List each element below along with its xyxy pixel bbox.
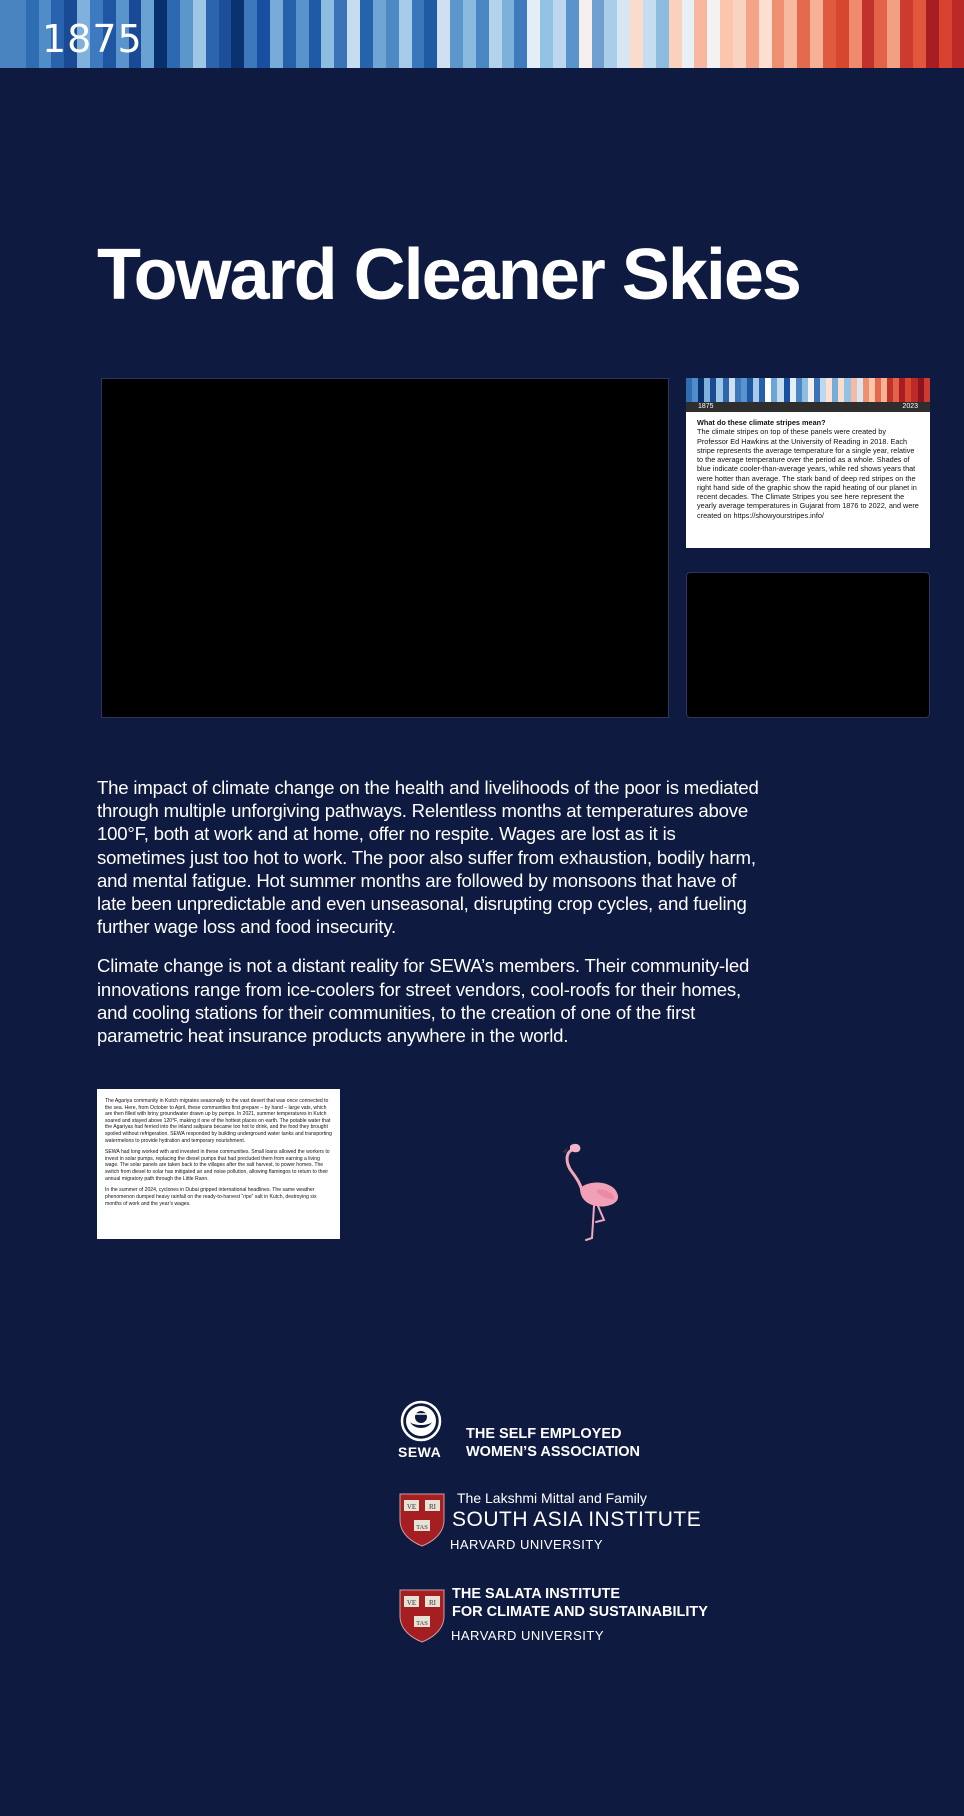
climate-stripe xyxy=(527,0,540,68)
climate-stripe xyxy=(862,0,875,68)
climate-stripe xyxy=(733,0,746,68)
climate-stripe xyxy=(244,0,257,68)
info-card-text xyxy=(686,412,930,526)
salata-name-line-2: FOR CLIMATE AND SUSTAINABILITY xyxy=(452,1604,708,1620)
year-label: 1875 xyxy=(42,17,143,61)
sewa-name-line-2: WOMEN’S ASSOCIATION xyxy=(466,1444,640,1460)
climate-stripe xyxy=(141,0,154,68)
secondary-video-player[interactable] xyxy=(686,572,930,718)
climate-stripe xyxy=(874,0,887,68)
body-text xyxy=(97,776,767,1063)
climate-stripe xyxy=(167,0,180,68)
note-paragraph-2: SEWA had long worked with and invested in these communities. Small loans allowed the workers to invest in solar pumps, replacing the diesel pumps that had precluded them from earning a living wage. The solar panels are taken back to the villages after the salt harvest, to power homes. The switch from diesel to solar has mitigated air and noise pollution, allowing flamingos to return to their annual migratory path through the Little Rann. xyxy=(105,1149,330,1182)
climate-stripe xyxy=(900,0,913,68)
climate-stripes-info-card xyxy=(686,378,930,548)
climate-stripe xyxy=(694,0,707,68)
harvard-shield-icon xyxy=(398,1588,446,1644)
sai-university: HARVARD UNIVERSITY xyxy=(450,1537,603,1552)
climate-stripe xyxy=(707,0,720,68)
climate-stripe xyxy=(784,0,797,68)
climate-stripe xyxy=(360,0,373,68)
salata-name xyxy=(452,1585,708,1621)
climate-stripe xyxy=(386,0,399,68)
climate-stripe xyxy=(540,0,553,68)
climate-stripe xyxy=(926,0,939,68)
info-card-body: The climate stripes on top of these panels were created by Professor Ed Hawkins at the University of Reading in 2018. Each stripe represents the average temperature for a single year, relative to the average temperature over the period as a whole. Shades of blue indicate cooler-than-average years, while red shows years that were hotter than average. The stark band of deep red stripes on the right hand side of the graphic show the rapid heating of our planet in recent decades. The Climate Stripes you see here represent the yearly average temperatures in Gujarat from 1876 to 2022, and were created on https://showyourstripes.info/ xyxy=(697,427,919,520)
svg-text:TAS: TAS xyxy=(416,1524,428,1531)
climate-stripe xyxy=(283,0,296,68)
climate-stripe xyxy=(952,0,964,68)
climate-stripe xyxy=(810,0,823,68)
climate-stripe xyxy=(913,0,926,68)
climate-stripe xyxy=(231,0,244,68)
climate-stripe xyxy=(887,0,900,68)
stripes-year-end: 2023 xyxy=(902,403,918,410)
svg-text:TAS: TAS xyxy=(416,1620,428,1627)
climate-stripe xyxy=(154,0,167,68)
climate-stripe xyxy=(412,0,425,68)
climate-stripe xyxy=(849,0,862,68)
body-paragraph-1: The impact of climate change on the health and livelihoods of the poor is mediated through multiple unforgiving pathways. Relentless months at temperatures above 100°F, both at work and at home, offer no respite. Wages are lost as it is sometimes just too hot to work. The poor also suffer from exhaustion, bodily harm, and mental fatigue. Hot summer months are followed by monsoons that have of late been unpredictable and even unseasonal, disrupting crop cycles, and fueling further wage loss and food insecurity. xyxy=(97,777,759,938)
note-paragraph-3: In the summer of 2024, cyclones in Dubai gripped international headlines. The same weather phenomenon dumped heavy rainfall on the ready-to-harvest “ripe” salt in Kutch, destroying six months of work and the year’s wages. xyxy=(105,1187,317,1207)
salata-university: HARVARD UNIVERSITY xyxy=(451,1628,604,1643)
climate-stripe xyxy=(566,0,579,68)
climate-stripe xyxy=(836,0,849,68)
climate-stripe xyxy=(309,0,322,68)
climate-stripe xyxy=(772,0,785,68)
harvard-shield-icon xyxy=(398,1492,446,1548)
climate-stripe xyxy=(759,0,772,68)
climate-stripe xyxy=(296,0,309,68)
mini-climate-stripes xyxy=(686,378,930,402)
body-paragraph-2: Climate change is not a distant reality for SEWA’s members. Their community-led innovations range from ice-coolers for street vendors, cool-roofs for their homes, and cooling stations for their communities, to the creation of one of the first parametric heat insurance products anywhere in the world. xyxy=(97,955,750,1047)
climate-stripe xyxy=(643,0,656,68)
svg-text:VE: VE xyxy=(406,1503,417,1511)
svg-text:RI: RI xyxy=(429,1599,436,1607)
climate-stripe xyxy=(180,0,193,68)
climate-stripe xyxy=(321,0,334,68)
climate-stripe xyxy=(476,0,489,68)
sai-name: SOUTH ASIA INSTITUTE xyxy=(452,1508,702,1531)
climate-stripe xyxy=(553,0,566,68)
climate-stripe xyxy=(720,0,733,68)
climate-stripe xyxy=(939,0,952,68)
climate-stripe xyxy=(219,0,232,68)
flamingo-icon xyxy=(556,1138,630,1242)
climate-stripe xyxy=(797,0,810,68)
climate-stripe xyxy=(373,0,386,68)
climate-stripe xyxy=(13,0,26,68)
info-card-question: What do these climate stripes mean? xyxy=(697,418,826,427)
climate-stripe xyxy=(592,0,605,68)
climate-stripe xyxy=(669,0,682,68)
stripes-year-range xyxy=(686,402,930,412)
sai-name-prefix: The Lakshmi Mittal and Family xyxy=(457,1490,647,1506)
climate-stripe xyxy=(334,0,347,68)
note-paragraph-1: The Agariya community in Kutch migrates seasonally to the vast desert that was once connected to the sea. Here, from October to April, these communities first prepare – by hand – large vats, which are then filled with briny groundwater drawn up by pumps. In 2021, summer temperatures in Kutch soared and stayed above 120°F, making it one of the hottest places on earth. The potable water that the Agariyas had ferried into the inland saltpans became too hot to drink, and the food they brought spoiled without refrigeration. SEWA responded by building underground water tanks and transporting watermelons to provide hydration and temporary nourishment. xyxy=(105,1098,332,1144)
climate-stripe xyxy=(193,0,206,68)
svg-text:RI: RI xyxy=(429,1503,436,1511)
climate-stripe xyxy=(26,0,39,68)
climate-stripe xyxy=(347,0,360,68)
climate-stripe xyxy=(617,0,630,68)
climate-stripe xyxy=(656,0,669,68)
svg-text:VE: VE xyxy=(406,1599,417,1607)
page-title: Toward Cleaner Skies xyxy=(97,235,800,315)
salata-name-line-1: THE SALATA INSTITUTE xyxy=(452,1586,621,1602)
climate-stripe xyxy=(424,0,437,68)
climate-stripe xyxy=(270,0,283,68)
climate-stripe xyxy=(630,0,643,68)
sewa-name-line-1: THE SELF EMPLOYED xyxy=(466,1426,622,1442)
climate-stripe xyxy=(463,0,476,68)
stripes-year-start: 1875 xyxy=(698,403,714,410)
main-video-player[interactable] xyxy=(101,378,669,718)
climate-stripe xyxy=(746,0,759,68)
sewa-label: SEWA xyxy=(398,1444,442,1460)
agariya-note-card xyxy=(97,1089,340,1239)
climate-stripe xyxy=(206,0,219,68)
climate-stripe xyxy=(450,0,463,68)
climate-stripe xyxy=(604,0,617,68)
climate-stripe xyxy=(0,0,13,68)
climate-stripe xyxy=(514,0,527,68)
climate-stripe xyxy=(579,0,592,68)
climate-stripe xyxy=(682,0,695,68)
sewa-name xyxy=(466,1425,640,1461)
climate-stripes-banner xyxy=(0,0,964,68)
climate-stripe xyxy=(924,378,930,402)
climate-stripe xyxy=(257,0,270,68)
climate-stripe xyxy=(399,0,412,68)
climate-stripe xyxy=(502,0,515,68)
climate-stripe xyxy=(437,0,450,68)
climate-stripe xyxy=(823,0,836,68)
climate-stripe xyxy=(489,0,502,68)
